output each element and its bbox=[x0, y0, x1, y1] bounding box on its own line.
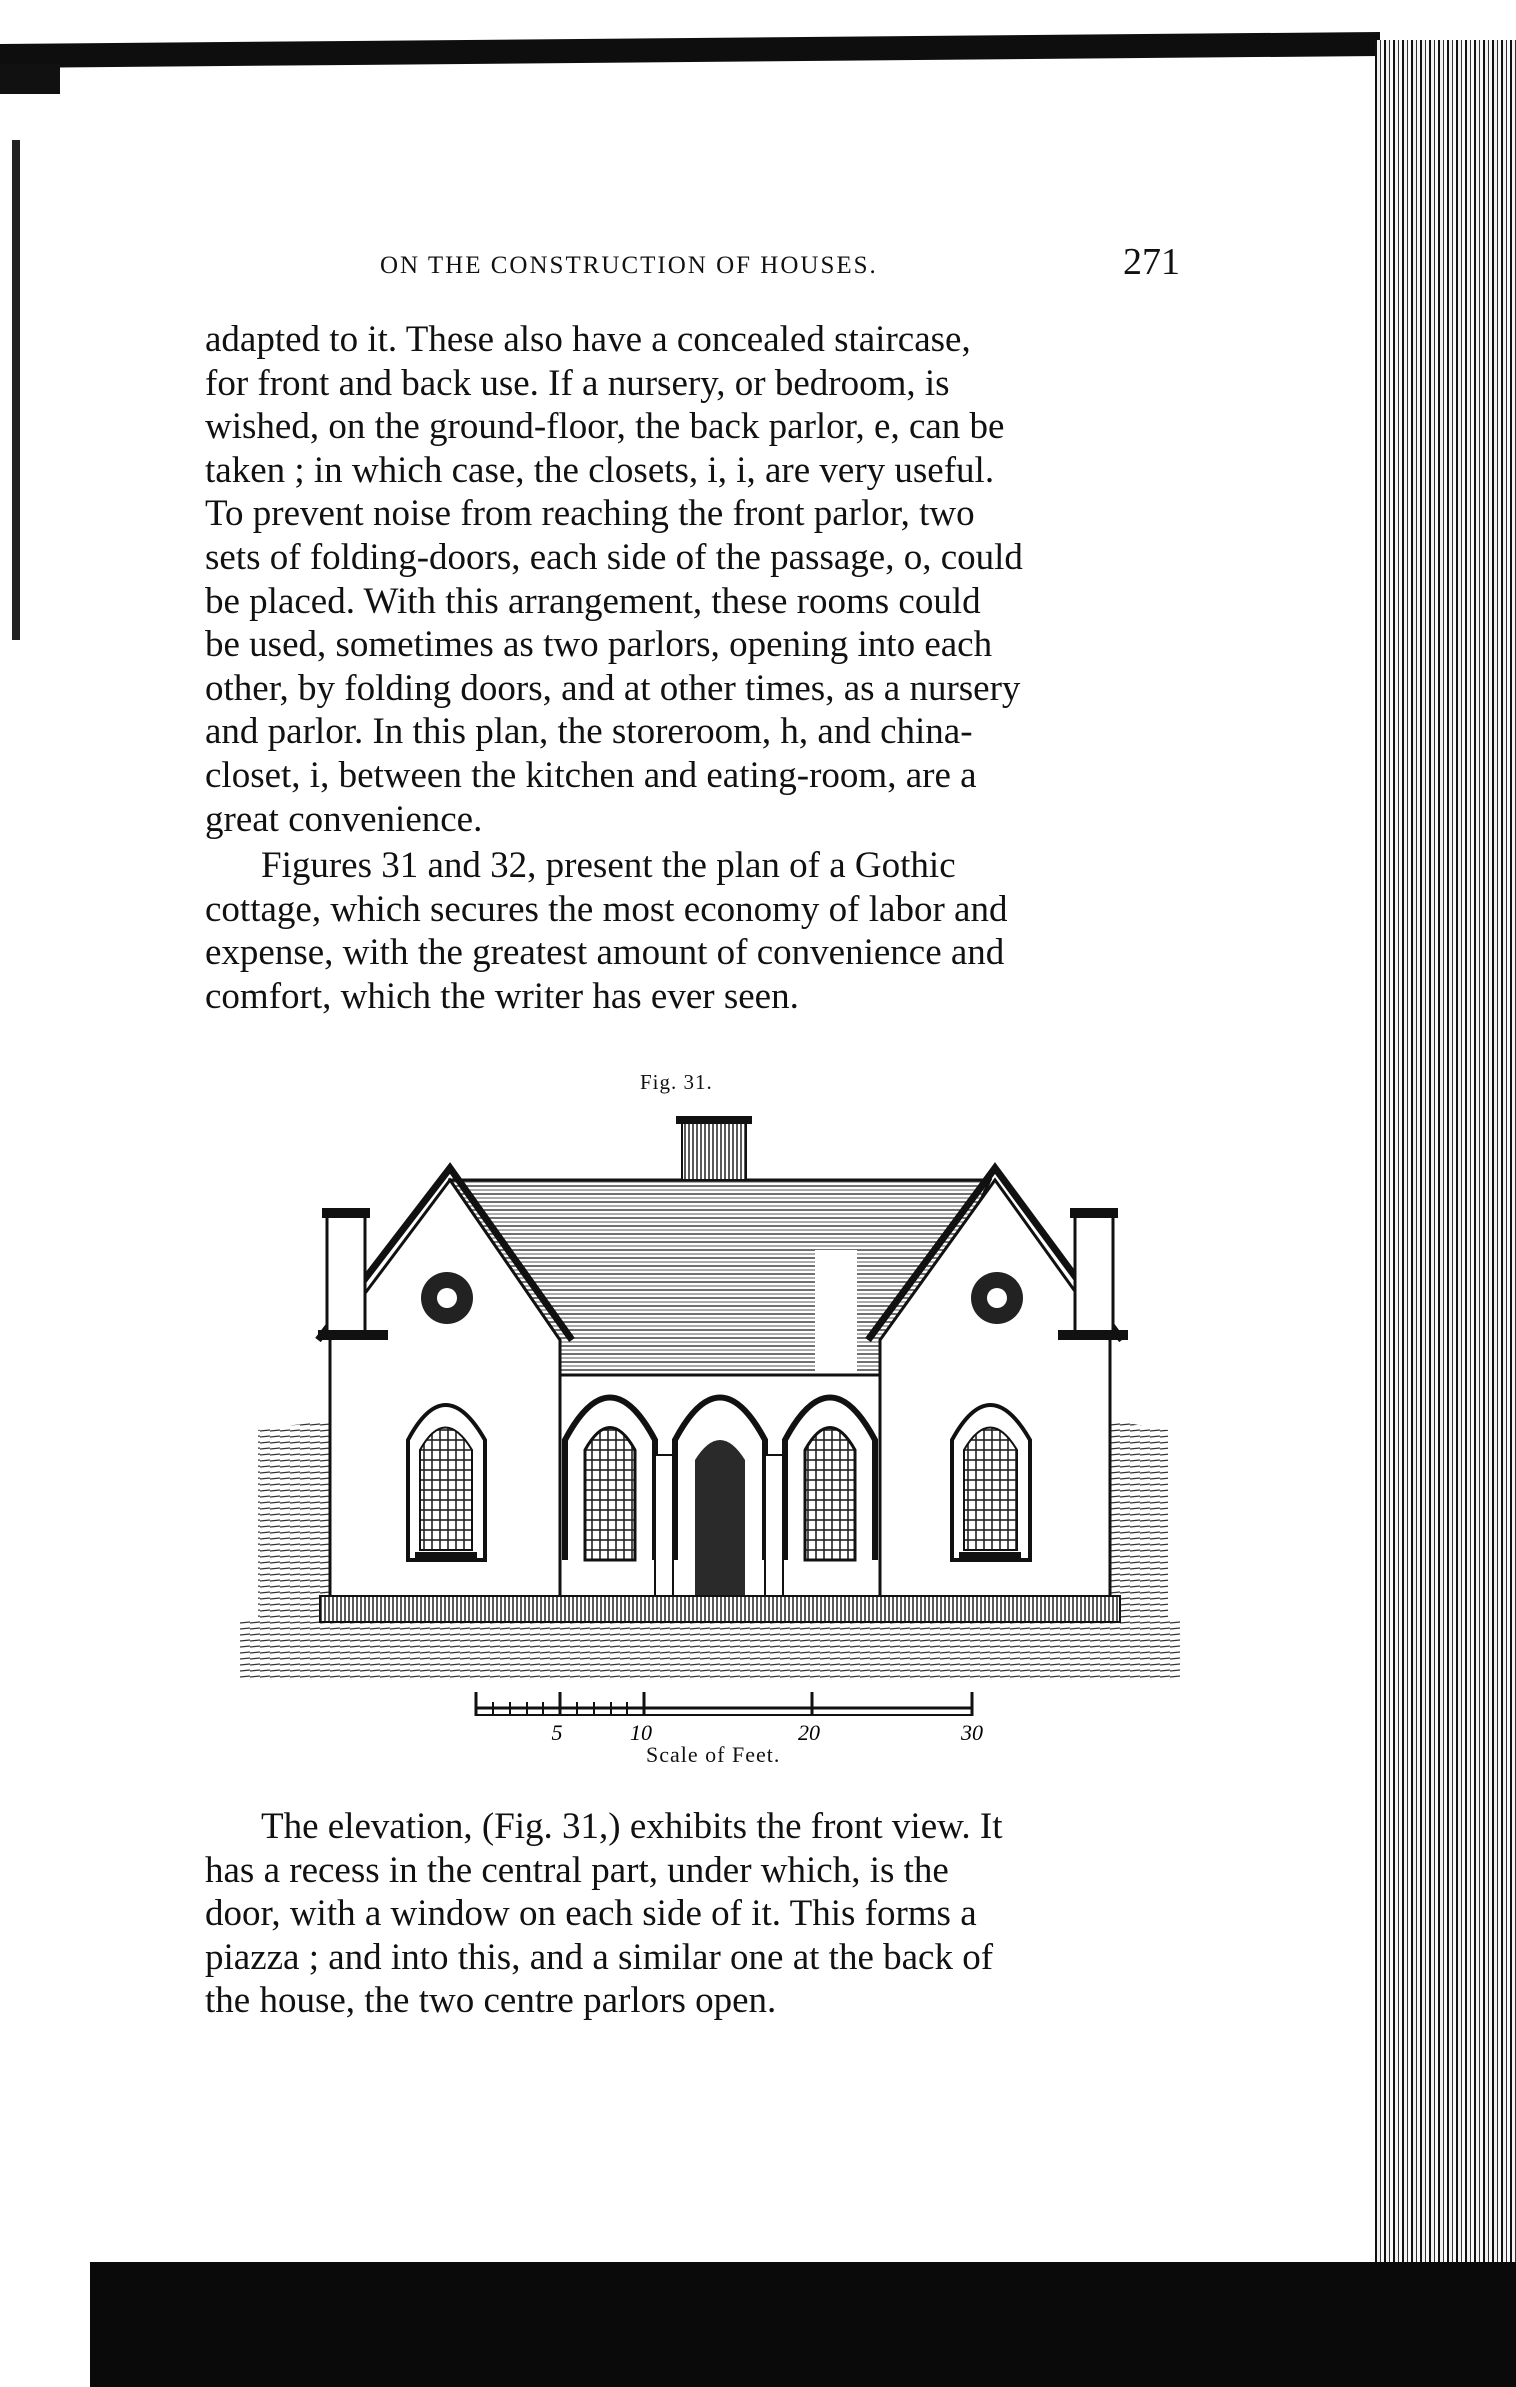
central-piazza bbox=[560, 1375, 880, 1620]
p3-line-2: has a recess in the central part, under which, is the bbox=[205, 1849, 949, 1891]
chimney bbox=[676, 1116, 752, 1180]
p3-line-4: piazza ; and into this, and a similar one at the back of bbox=[205, 1936, 994, 1978]
p1-line-10: and parlor. In this plan, the storeroom, h, and china- bbox=[205, 711, 973, 753]
p3-line-3: door, with a window on each side of it. This forms a bbox=[205, 1893, 977, 1935]
p3-line-1: The elevation, (Fig. 31,) exhibits the front view. It bbox=[261, 1806, 1003, 1847]
right-wing-window bbox=[952, 1405, 1030, 1560]
p2-line-3: expense, with the greatest amount of convenience and bbox=[205, 932, 1005, 974]
p2-line-1: Figures 31 and 32, present the plan of a Gothic bbox=[261, 845, 956, 886]
scale-tick-20: 20 bbox=[798, 1720, 820, 1745]
p1-line-8: be used, sometimes as two parlors, opening into each bbox=[205, 624, 993, 666]
p1-line-2: for front and back use. If a nursery, or bedroom, is bbox=[205, 362, 950, 404]
p1-line-1: adapted to it. These also have a concealed staircase, bbox=[205, 319, 971, 360]
p1-line-5: To prevent noise from reaching the front parlor, two bbox=[205, 493, 975, 535]
scale-label: Scale of Feet. bbox=[646, 1742, 781, 1767]
page-number: 271 bbox=[1123, 241, 1180, 283]
figure-caption: Fig. 31. bbox=[640, 1070, 713, 1094]
scale-tick-10: 10 bbox=[630, 1720, 652, 1745]
paragraph-3 bbox=[205, 1805, 1180, 2023]
p1-line-7: be placed. With this arrangement, these rooms could bbox=[205, 580, 981, 622]
scale-bar bbox=[476, 1692, 983, 1745]
scale-tick-30: 30 bbox=[961, 1720, 983, 1745]
scale-tick-5: 5 bbox=[551, 1720, 563, 1745]
p1-line-12: great convenience. bbox=[205, 798, 483, 840]
plinth bbox=[320, 1596, 1120, 1622]
p2-line-4: comfort, which the writer has ever seen. bbox=[205, 975, 799, 1017]
p3-line-5: the house, the two centre parlors open. bbox=[205, 1980, 777, 2022]
left-wing-window bbox=[408, 1405, 485, 1560]
p1-line-11: closet, i, between the kitchen and eating-room, are a bbox=[205, 754, 977, 796]
p1-line-6: sets of folding-doors, each side of the passage, o, could bbox=[205, 536, 1023, 578]
p2-line-2: cottage, which secures the most economy of labor and bbox=[205, 888, 1008, 930]
p1-line-4: taken ; in which case, the closets, i, i, are very useful. bbox=[205, 449, 995, 491]
running-title: ON THE CONSTRUCTION OF HOUSES. bbox=[380, 252, 878, 279]
p1-line-3: wished, on the ground-floor, the back parlor, e, can be bbox=[205, 406, 1005, 448]
p1-line-9: other, by folding doors, and at other times, as a nursery bbox=[205, 667, 1021, 709]
